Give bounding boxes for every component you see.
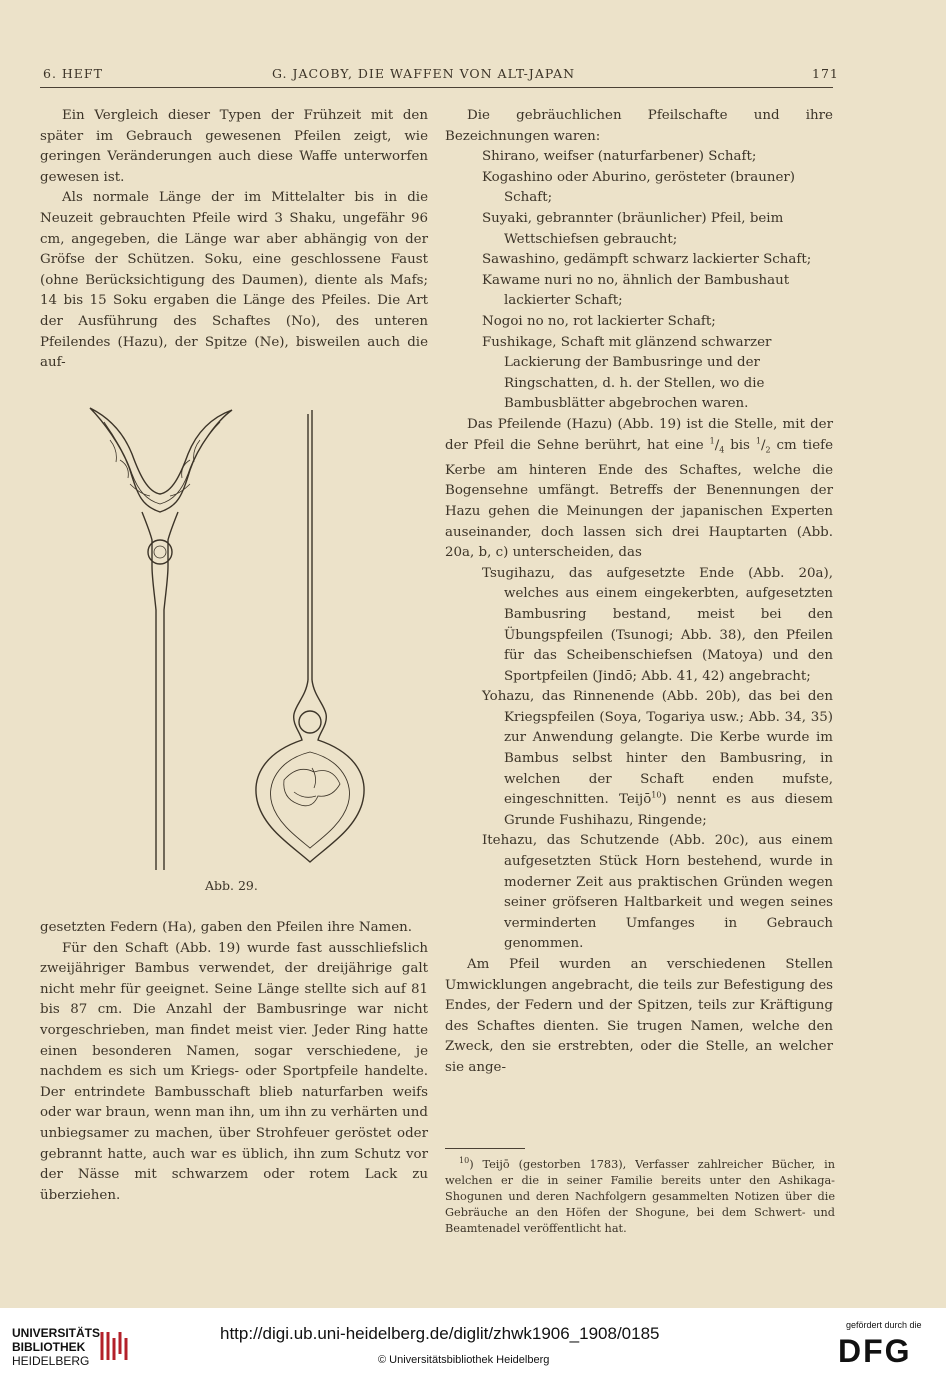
- header-page-number: 171: [812, 66, 839, 81]
- paragraph: Als normale Länge der im Mittelalter bis in die Neuzeit gebrauchten Pfeile wird 3 Shaku, ungefähr 96 cm, angegeben, die Länge war aber abhängig von der Gröfse der Schützen. Soku, eine geschlossene Faust (ohne Berücksichtigung des Daumen), diente als Mafs; 14 bis 15 Soku ergaben die Länge des Pfeiles. Die Art der Ausführung des Schaftes (No), des unteren Pfeilendes (Hazu), der Spitze (Ne), bisweilen auch die auf-: [40, 190, 428, 371]
- text: Das Pfeilende (Hazu) (Abb. 19) ist die Stelle, mit der der Pfeil die Sehne berührt, hat eine: [445, 416, 833, 453]
- figure-caption: Abb. 29.: [205, 878, 258, 893]
- left-column-top: [40, 106, 428, 374]
- paragraph: Ein Vergleich dieser Typen der Frühzeit mit den später im Gebrauch gewesenen Pfeilen zeigt, wie geringen Veränderungen auch diese Waffe unterworfen gewesen ist.: [40, 108, 428, 185]
- paragraph: Für den Schaft (Abb. 19) wurde fast ausschliefslich zweijähriger Bambus verwendet, der dreijährige galt nicht mehr für geeignet. Seine Länge stellte sich auf 81 bis 87 cm. Die Anzahl der Bambusringe war nicht vorgeschrieben, man findet meist vier. Jeder Ring hatte einen besonderen Namen, sogar verschiedene, je nachdem es sich um Kriegs- oder Sportpfeile handelte. Der entrindete Bambusschaft blieb naturfarben weifs oder war braun, wenn man ihn, um ihn zu verhärten und unbiegsamer zu machen, über Strohfeuer geröstet oder gebrannt hatte, auch war es üblich, ihn zum Schutz vor der Nässe mit schwarzem oder rotem Lack zu überziehen.: [40, 940, 428, 1203]
- permalink-url[interactable]: http://digi.ub.uni-heidelberg.de/diglit/zhwk1906_1908/0185: [220, 1324, 660, 1343]
- forked-arrowhead: [90, 408, 232, 512]
- footnote-rule: [445, 1148, 525, 1149]
- viewer-footer: [0, 1308, 946, 1378]
- paragraph: gesetzten Federn (Ha), gaben den Pfeilen ihre Namen.: [40, 920, 413, 935]
- header-title: G. JACOBY, DIE WAFFEN VON ALT-JAPAN: [272, 66, 576, 81]
- list-item: Sawashino, gedämpft schwarz lackierter Schaft;: [482, 252, 812, 268]
- left-column-bottom: [40, 918, 428, 1206]
- list-item: Kogashino oder Aburino, gerösteter (brauner) Schaft;: [482, 169, 796, 206]
- fraction-denominator: 2: [765, 445, 771, 455]
- paragraph-hazu: Das Pfeilende (Hazu) (Abb. 19) ist die Stelle, mit der der Pfeil die Sehne berührt, hat eine $^1/_4$ bis $^1/_2$ cm tiefe Kerbe am hinteren Ende des Schaftes, welche die Bogensehne umfängt. Betreffs der Benennungen der Hazu gehen die Meinungen der japanischen Experten auseinander, doch lassen sich drei Hauptarten (Abb. 20a, b, c) unterscheiden, das: [445, 416, 834, 561]
- funding-note: gefördert durch die: [846, 1320, 922, 1330]
- copyright-notice: © Universitätsbibliothek Heidelberg: [378, 1354, 550, 1366]
- list-item: Suyaki, gebrannter (bräunlicher) Pfeil, beim Wettschiefsen gebraucht;: [482, 210, 784, 247]
- library-logo[interactable]: [12, 1326, 104, 1368]
- list-item: Fushikage, Schaft mit glänzend schwarzer Lackierung der Bambusringe und der Ringschatten, d. h. der Stellen, wo die Bambusblätter abgebrochen waren.: [482, 334, 772, 412]
- footnote-reference: 10: [651, 790, 662, 800]
- library-name-line: HEIDELBERG: [12, 1354, 90, 1368]
- library-mark-icon: [100, 1330, 128, 1364]
- figure-arrowheads: [80, 400, 380, 880]
- text: bis: [730, 437, 750, 453]
- dfg-logo[interactable]: DFG: [838, 1333, 912, 1369]
- list-item: Nogoi no no, rot lackierter Schaft;: [482, 313, 716, 329]
- list-item: [482, 687, 833, 831]
- list-item: Shirano, weifser (naturfarbener) Schaft;: [482, 149, 757, 165]
- fraction-numerator: 1: [709, 436, 715, 446]
- right-column: [445, 106, 833, 1079]
- footnote: [445, 1157, 835, 1237]
- list-item: Itehazu, das Schutzende (Abb. 20c), aus einem aufgesetzten Stück Horn bestehend, wurde in moderner Zeit aus praktischen Gründen wegen seiner gröfseren Haltbarkeit und wegen seines verminderten Umfanges in Gebrauch genommen.: [482, 833, 833, 952]
- paragraph: Am Pfeil wurden an verschiedenen Stellen Umwicklungen angebracht, die teils zur Befestigung des Endes, der Federn und der Spitzen, teils zur Kräftigung des Schaftes dienten. Sie trugen Namen, welche den Zweck, den sie erstrebten, oder die Stelle, an welcher sie ange-: [445, 957, 833, 1075]
- list-item: Kawame nuri no no, ähnlich der Bambushaut lackierter Schaft;: [482, 272, 790, 309]
- shaft-list: [445, 147, 833, 415]
- leaf-arrowhead: [256, 680, 364, 862]
- footnote-mark: 10: [459, 1156, 470, 1166]
- fraction-numerator: 1: [755, 436, 761, 446]
- paragraph: Die gebräuchlichen Pfeilschafte und ihre Bezeichnungen waren:: [445, 108, 833, 144]
- footnote-text: ) Teijō (gestorben 1783), Verfasser zahlreicher Bücher, in welchen er die in seiner Familie bereits unter den Ashikaga-Shogunen und deren Nachfolgern gesammelten Notizen über die Gebräuche an den Höfen der Shogune, bei dem Schwert- und Beamtenadel veröffentlicht hat.: [445, 1158, 835, 1235]
- text: Yohazu, das Rinnenende (Abb. 20b), das bei den Kriegspfeilen (Soya, Togariya usw.; Abb. 34, 35) zur Anwendung gelangte. Die Kerbe wurde im Bambus selbst hinter den Bambusring, in welchen der Schaft enden mufste, eingeschnitten. Teijō: [482, 689, 833, 808]
- library-name-line: UNIVERSITÄTS-: [12, 1326, 105, 1340]
- text: cm tiefe Kerbe am hinteren Ende des Schaftes, welche die Bogensehne umfängt. Betreffs der Benennungen der Hazu gehen die Meinungen der japanischen Experten auseinander, doch lassen sich drei Hauptarten (Abb. 20a, b, c) unterscheiden, das: [445, 437, 834, 561]
- header-issue: 6. HEFT: [43, 66, 103, 81]
- fraction-denominator: 4: [719, 445, 725, 455]
- library-name-line: BIBLIOTHEK: [12, 1340, 86, 1354]
- list-item: Tsugihazu, das aufgesetzte Ende (Abb. 20a), welches aus einem eingekerbten, aufgesetzten Bambusring bestand, meist bei den Übungspfeilen (Tsunogi; Abb. 38), den Pfeilen für das Scheibenschiefsen (Matoya) und den Sportpfeilen (Jindō; Abb. 41, 42) angebracht;: [482, 565, 833, 684]
- hazu-types: [445, 564, 833, 955]
- header-rule: [40, 87, 833, 88]
- text: ) nennt es aus diesem Grunde Fushihazu, Ringende;: [504, 792, 833, 828]
